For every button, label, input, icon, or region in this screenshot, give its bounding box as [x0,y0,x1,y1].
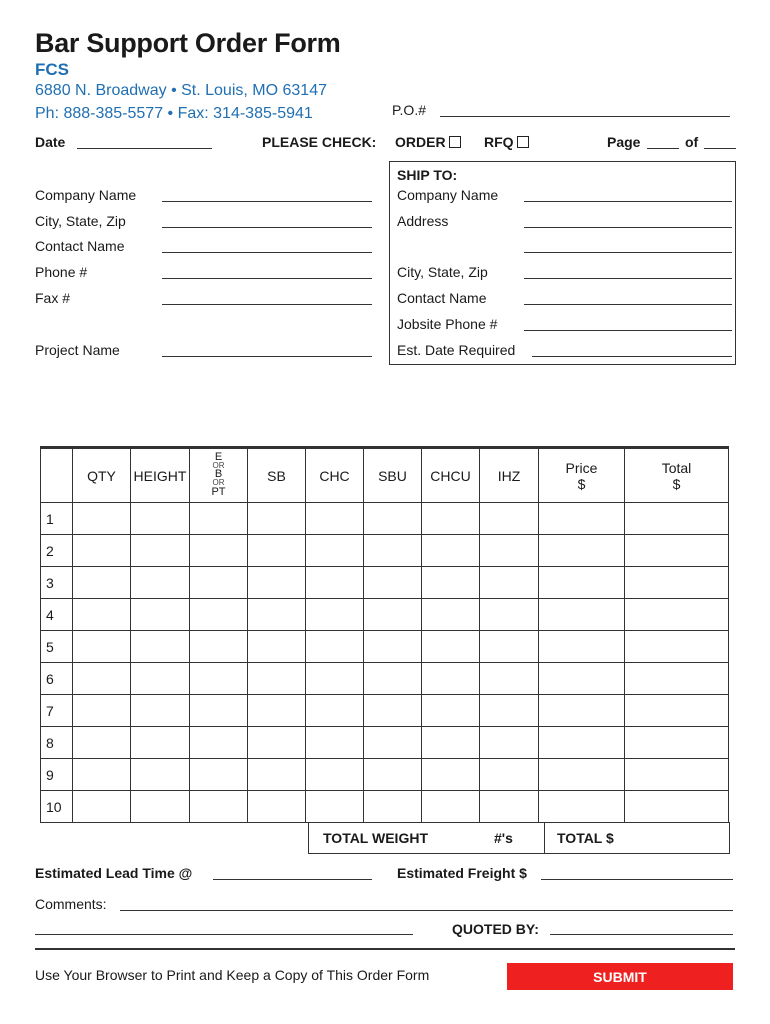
table-cell[interactable] [131,791,190,823]
table-row [41,631,729,663]
table-cell[interactable] [539,727,625,759]
table-cell[interactable] [625,727,729,759]
table-cell[interactable] [306,759,364,791]
table-row [41,567,729,599]
freight-label: Estimated Freight $ [397,865,527,881]
ship-company-field[interactable] [524,201,732,202]
table-cell[interactable] [73,503,131,535]
table-cell[interactable] [73,599,131,631]
table-cell[interactable] [190,663,248,695]
customer-company-label: Company Name [35,187,137,203]
company-phone-fax: Ph: 888-385-5577 • Fax: 314-385-5941 [35,105,313,122]
table-cell[interactable] [364,631,422,663]
customer-phone-field[interactable] [162,278,372,279]
table-cell[interactable] [190,535,248,567]
row-number: 1 [41,503,73,535]
table-cell[interactable] [248,791,306,823]
table-cell[interactable] [306,695,364,727]
table-cell[interactable] [625,759,729,791]
table-header-row [41,448,729,503]
table-cell[interactable] [306,663,364,695]
price-unit: $ [577,475,586,492]
table-cell[interactable] [625,599,729,631]
order-checkbox[interactable] [449,136,461,148]
table-cell[interactable] [131,759,190,791]
table-cell[interactable] [190,727,248,759]
quoted-by-field[interactable] [550,934,733,935]
jobsite-phone-field[interactable] [524,330,732,331]
table-cell[interactable] [73,727,131,759]
ebpt-or-2: OR [212,478,225,487]
form-title: Bar Support Order Form [35,28,341,58]
print-note: Use Your Browser to Print and Keep a Copy of This Order Form [35,967,430,983]
table-cell[interactable] [73,759,131,791]
submit-button[interactable]: SUBMIT [507,963,733,990]
table-cell[interactable] [364,695,422,727]
table-cell[interactable] [422,503,480,535]
total-weight-cell[interactable] [308,822,545,854]
table-cell[interactable] [480,791,539,823]
est-date-label: Est. Date Required [397,342,516,358]
order-table [40,446,729,823]
table-row [41,759,729,791]
table-cell[interactable] [539,631,625,663]
freight-field[interactable] [541,879,733,880]
row-number: 8 [41,727,73,759]
date-label: Date [35,134,66,150]
total-header [625,448,729,503]
table-cell[interactable] [625,567,729,599]
table-cell[interactable] [480,535,539,567]
page-total-field[interactable] [704,148,736,149]
table-cell[interactable] [190,791,248,823]
order-label: ORDER [395,134,446,150]
table-cell[interactable] [539,791,625,823]
ship-address-label: Address [397,213,449,229]
customer-city-label: City, State, Zip [35,213,126,229]
table-cell[interactable] [539,503,625,535]
ship-company-label: Company Name [397,187,499,203]
table-cell[interactable] [539,599,625,631]
row-number: 5 [41,631,73,663]
ebpt-header [190,448,248,503]
order-option [395,134,461,150]
table-cell[interactable] [306,631,364,663]
sbu-header: SBU [364,448,422,503]
table-cell[interactable] [422,663,480,695]
row-number-header [41,448,73,503]
sb-header: SB [248,448,306,503]
table-cell[interactable] [131,695,190,727]
customer-contact-field[interactable] [162,252,372,253]
qty-header: QTY [73,448,131,503]
table-cell[interactable] [73,631,131,663]
table-cell[interactable] [539,663,625,695]
ship-address-field-2[interactable] [524,252,732,253]
table-cell[interactable] [73,535,131,567]
ebpt-or-1: OR [212,461,225,470]
table-cell[interactable] [480,695,539,727]
table-cell[interactable] [625,695,729,727]
ship-contact-field[interactable] [524,304,732,305]
lead-time-field[interactable] [213,879,372,880]
page-number-field[interactable] [647,148,679,149]
table-row [41,535,729,567]
ihz-header: IHZ [480,448,539,503]
company-address: 6880 N. Broadway • St. Louis, MO 63147 [35,82,327,99]
table-cell[interactable] [131,599,190,631]
table-cell[interactable] [190,631,248,663]
comments-label: Comments: [35,896,107,912]
price-header [539,448,625,503]
ebpt-b: B [214,468,223,480]
table-cell[interactable] [422,599,480,631]
table-row [41,663,729,695]
chc-header: CHC [306,448,364,503]
table-cell[interactable] [364,663,422,695]
footer-divider [35,948,735,950]
comments-field[interactable] [120,910,733,911]
table-cell[interactable] [625,663,729,695]
table-row [41,503,729,535]
row-number: 2 [41,535,73,567]
table-cell[interactable] [131,663,190,695]
table-cell[interactable] [480,663,539,695]
quoted-by-label: QUOTED BY: [452,921,539,937]
table-cell[interactable] [190,695,248,727]
company-name: FCS [35,60,69,79]
table-cell[interactable] [480,567,539,599]
table-cell[interactable] [306,791,364,823]
table-cell[interactable] [248,567,306,599]
table-cell[interactable] [422,695,480,727]
table-cell[interactable] [539,535,625,567]
table-cell[interactable] [480,759,539,791]
table-cell[interactable] [248,695,306,727]
of-label: of [685,134,699,150]
row-number: 4 [41,599,73,631]
comments-field-2[interactable] [35,934,413,935]
table-cell[interactable] [480,727,539,759]
ship-city-field[interactable] [524,278,732,279]
total-label: Total [661,459,692,476]
customer-city-field[interactable] [162,227,372,228]
table-cell[interactable] [131,631,190,663]
table-cell[interactable] [539,759,625,791]
table-cell[interactable] [248,503,306,535]
table-cell[interactable] [539,695,625,727]
rfq-checkbox[interactable] [517,136,529,148]
page-label: Page [607,134,641,150]
table-cell[interactable] [306,599,364,631]
row-number: 7 [41,695,73,727]
total-weight-label: TOTAL WEIGHT [323,830,428,846]
ship-city-label: City, State, Zip [397,264,488,280]
table-cell[interactable] [306,535,364,567]
total-dollars-label: TOTAL $ [557,830,614,846]
lead-time-label: Estimated Lead Time @ [35,865,193,881]
table-cell[interactable] [73,663,131,695]
ship-contact-label: Contact Name [397,290,487,306]
table-cell[interactable] [625,791,729,823]
row-number: 10 [41,791,73,823]
table-cell[interactable] [422,535,480,567]
table-cell[interactable] [190,759,248,791]
customer-fax-field[interactable] [162,304,372,305]
table-cell[interactable] [190,503,248,535]
date-field[interactable] [77,148,212,149]
table-cell[interactable] [480,503,539,535]
table-cell[interactable] [306,567,364,599]
rfq-label: RFQ [484,134,514,150]
table-cell[interactable] [364,567,422,599]
table-cell[interactable] [364,791,422,823]
row-number: 6 [41,663,73,695]
table-row [41,599,729,631]
table-cell[interactable] [248,663,306,695]
est-date-field[interactable] [532,356,732,357]
table-cell[interactable] [625,631,729,663]
table-cell[interactable] [422,759,480,791]
table-cell[interactable] [248,599,306,631]
table-cell[interactable] [625,535,729,567]
table-cell[interactable] [131,503,190,535]
table-row [41,727,729,759]
height-header: HEIGHT [131,448,190,503]
table-cell[interactable] [131,535,190,567]
chcu-header: CHCU [422,448,480,503]
table-cell[interactable] [480,599,539,631]
table-cell[interactable] [73,791,131,823]
total-unit: $ [672,475,681,492]
table-cell[interactable] [248,759,306,791]
ebpt-pt: PT [211,486,226,498]
count-label: #'s [494,830,513,846]
table-cell[interactable] [306,503,364,535]
table-cell[interactable] [364,503,422,535]
project-name-field[interactable] [162,356,372,357]
table-cell[interactable] [422,727,480,759]
ship-address-field[interactable] [524,227,732,228]
ebpt-e: E [214,451,223,463]
project-name-label: Project Name [35,342,120,358]
price-label: Price [565,459,598,476]
table-cell[interactable] [73,695,131,727]
row-number: 9 [41,759,73,791]
total-dollars-cell[interactable] [544,822,730,854]
po-field[interactable] [440,116,730,117]
table-cell[interactable] [364,535,422,567]
table-row [41,695,729,727]
table-cell[interactable] [248,727,306,759]
table-cell[interactable] [625,503,729,535]
table-cell[interactable] [190,567,248,599]
table-cell[interactable] [190,599,248,631]
table-cell[interactable] [364,759,422,791]
customer-phone-label: Phone # [35,264,88,280]
po-label: P.O.# [392,102,426,118]
table-cell[interactable] [73,567,131,599]
ship-to-heading: SHIP TO: [397,167,458,183]
rfq-option [484,134,529,150]
table-cell[interactable] [248,631,306,663]
customer-fax-label: Fax # [35,290,71,306]
table-cell[interactable] [422,631,480,663]
table-cell[interactable] [364,727,422,759]
table-row [41,791,729,823]
table-cell[interactable] [422,791,480,823]
table-cell[interactable] [131,727,190,759]
table-cell[interactable] [480,631,539,663]
row-number: 3 [41,567,73,599]
table-cell[interactable] [539,567,625,599]
customer-company-field[interactable] [162,201,372,202]
please-check-label: PLEASE CHECK: [262,134,377,150]
customer-contact-label: Contact Name [35,238,125,254]
table-cell[interactable] [364,599,422,631]
table-cell[interactable] [248,535,306,567]
table-cell[interactable] [306,727,364,759]
table-cell[interactable] [422,567,480,599]
table-cell[interactable] [131,567,190,599]
jobsite-phone-label: Jobsite Phone # [397,316,498,332]
